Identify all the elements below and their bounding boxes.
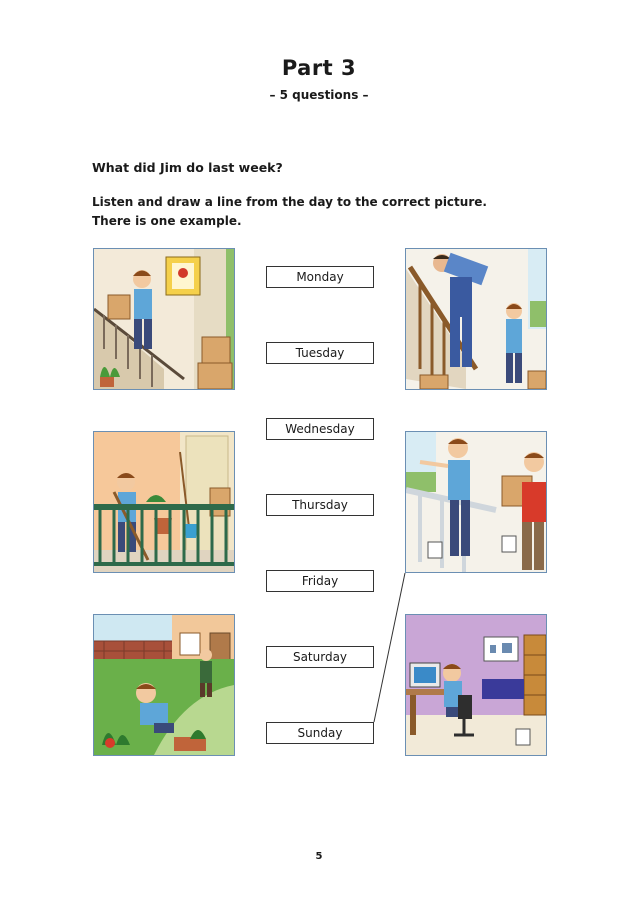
day-friday[interactable]: Friday	[266, 570, 374, 592]
question-text: What did Jim do last week?	[92, 160, 283, 175]
instruction-line-2: There is one example.	[92, 214, 242, 228]
page-subtitle: – 5 questions –	[269, 88, 369, 102]
day-tuesday[interactable]: Tuesday	[266, 342, 374, 364]
page-number: 5	[315, 851, 323, 862]
day-monday[interactable]: Monday	[266, 266, 374, 288]
day-saturday[interactable]: Saturday	[266, 646, 374, 668]
day-thursday[interactable]: Thursday	[266, 494, 374, 516]
page-title: Part 3	[281, 56, 357, 80]
day-sunday[interactable]: Sunday	[266, 722, 374, 744]
day-wednesday[interactable]: Wednesday	[266, 418, 374, 440]
instruction-line-1: Listen and draw a line from the day to the correct picture.	[92, 195, 487, 209]
